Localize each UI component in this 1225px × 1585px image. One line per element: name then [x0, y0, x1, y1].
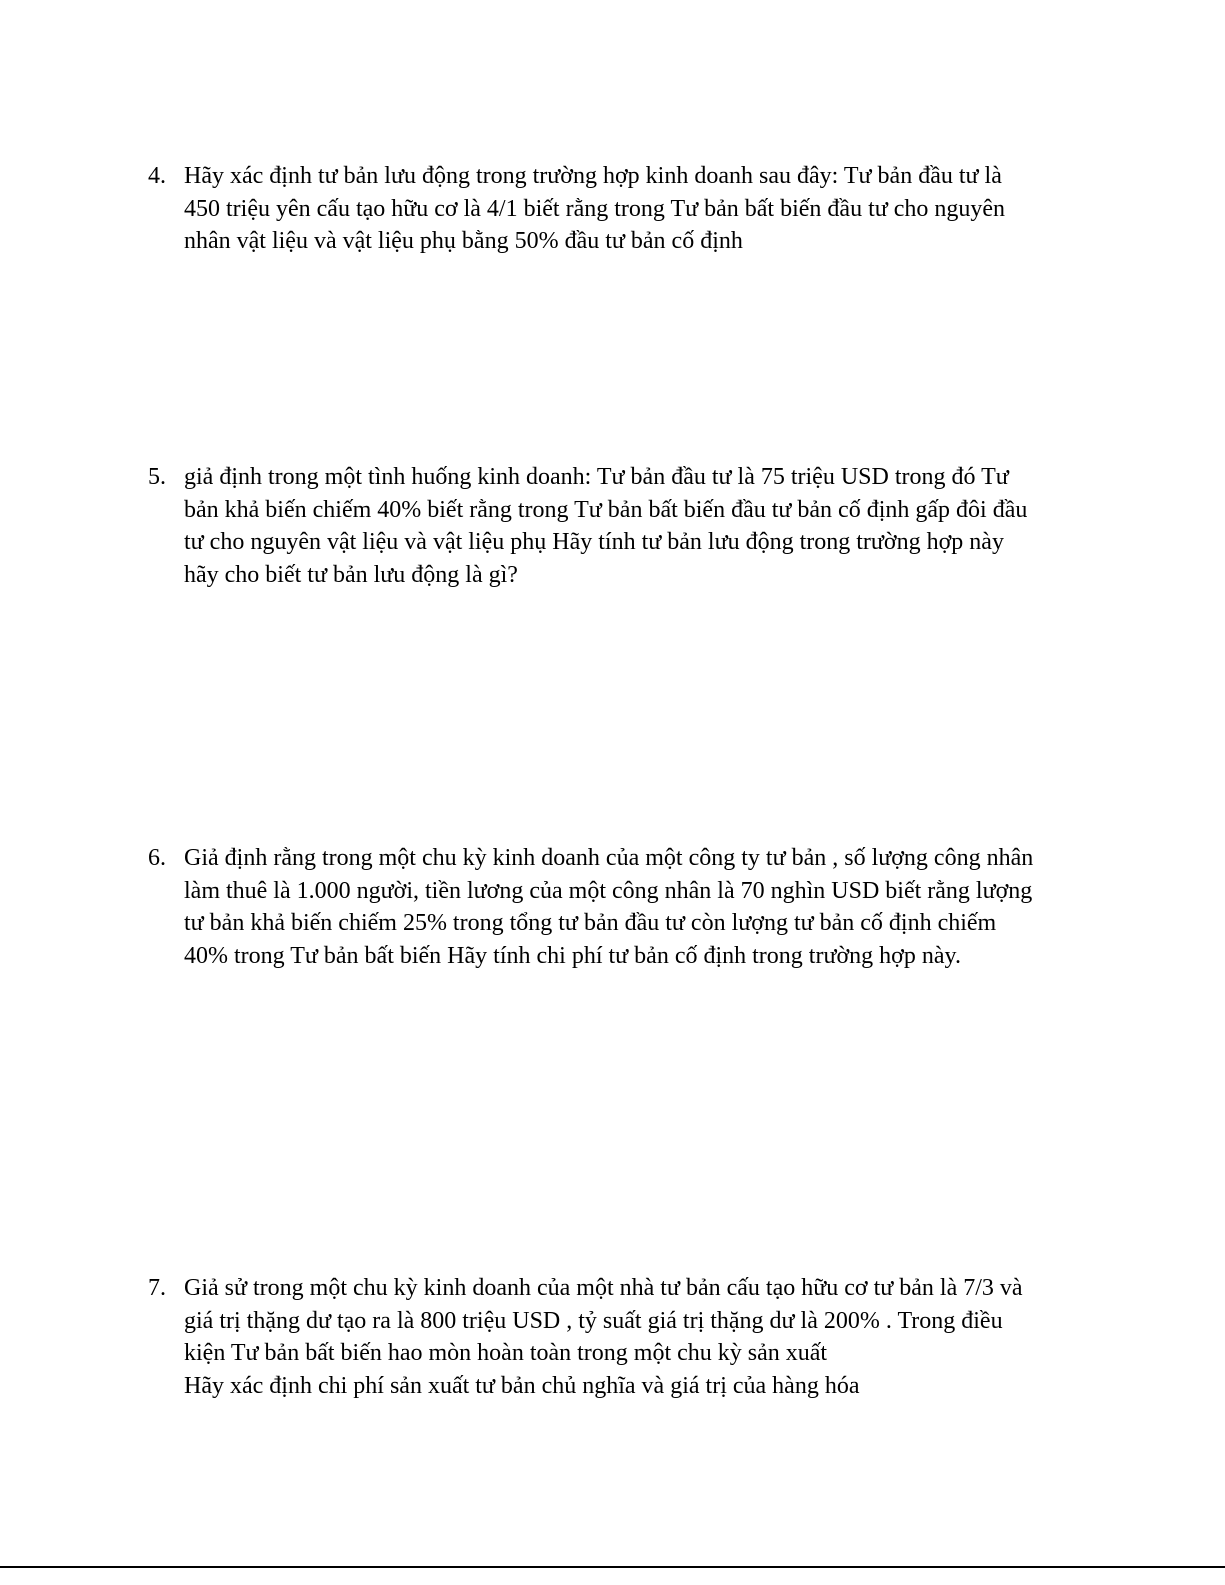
- question-line: giả định trong một tình huống kinh doanh: Tư bản đầu tư là 75 triệu USD trong đó Tư: [184, 464, 1009, 490]
- question-line: 40% trong Tư bản bất biến Hãy tính chi phí tư bản cố định trong trường hợp này.: [184, 942, 961, 969]
- question-line: 450 triệu yên cấu tạo hữu cơ là 4/1 biết rằng trong Tư bản bất biến đầu tư cho nguyên: [184, 195, 1006, 222]
- question-line: giá trị thặng dư tạo ra là 800 triệu USD , tỷ suất giá trị thặng dư là 200% . Trong điều: [184, 1307, 1003, 1334]
- question-line: kiện Tư bản bất biến hao mòn hoàn toàn trong một chu kỳ sản xuất: [184, 1340, 828, 1366]
- question-text: [184, 842, 1108, 972]
- question-line: tư bản khả biến chiếm 25% trong tổng tư bản đầu tư còn lượng tư bản cố định chiếm: [184, 910, 997, 936]
- question-line: Hãy xác định chi phí sản xuất tư bản chủ nghĩa và giá trị của hàng hóa: [184, 1372, 860, 1399]
- question-text: [184, 461, 1108, 591]
- question-line: Hãy xác định tư bản lưu động trong trường hợp kinh doanh sau đây: Tư bản đầu tư là: [184, 163, 1002, 189]
- question-text: [184, 1272, 1108, 1402]
- question-number: 4.: [148, 163, 166, 189]
- question-line: nhân vật liệu và vật liệu phụ bằng 50% đầu tư bản cố định: [184, 228, 743, 254]
- question-line: Giả sử trong một chu kỳ kinh doanh của một nhà tư bản cấu tạo hữu cơ tư bản là 7/3 và: [184, 1275, 1023, 1301]
- question-number: 7.: [148, 1275, 166, 1301]
- question-line: hãy cho biết tư bản lưu động là gì?: [184, 561, 518, 588]
- question-line: tư cho nguyên vật liệu và vật liệu phụ Hãy tính tư bản lưu động trong trường hợp này: [184, 529, 1004, 555]
- question-number: 5.: [148, 464, 166, 490]
- question-line: Giả định rằng trong một chu kỳ kinh doanh của một công ty tư bản , số lượng công nhân: [184, 845, 1034, 871]
- question-text: [184, 160, 1108, 258]
- question-line: làm thuê là 1.000 người, tiền lương của một công nhân là 70 nghìn USD biết rằng lượng: [184, 877, 1033, 904]
- question-number: 6.: [148, 845, 166, 871]
- page-bottom-divider: [0, 1566, 1225, 1568]
- question-line: bản khả biến chiếm 40% biết rằng trong Tư bản bất biến đầu tư bản cố định gấp đôi đầu: [184, 496, 1028, 523]
